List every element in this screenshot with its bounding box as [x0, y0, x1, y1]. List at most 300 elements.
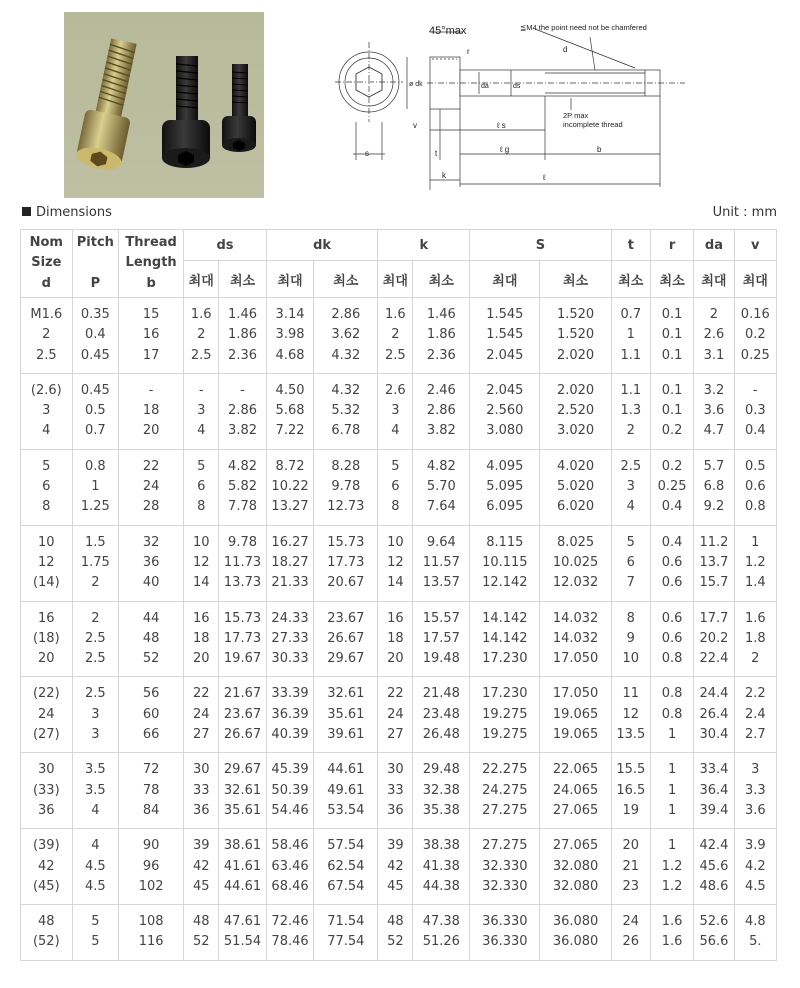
- cell-value: 32: [142, 534, 160, 550]
- cell-ds-min: [219, 373, 267, 449]
- cell-value: 4: [91, 802, 100, 818]
- cell-value: 40.39: [271, 727, 309, 743]
- cell-ds-max: [184, 829, 219, 905]
- cell-k-max: [378, 298, 413, 374]
- cell-value: 41.61: [223, 858, 262, 874]
- cell-value: 36: [38, 802, 55, 818]
- table-row: [21, 525, 777, 601]
- cell-value: 3.5: [85, 782, 106, 798]
- cell-r-min: [650, 449, 693, 525]
- cell-value: 7.22: [275, 423, 305, 439]
- cell-value: 1.2: [661, 858, 683, 874]
- header-ds-min: 최소: [219, 261, 267, 298]
- cell-value: 4.82: [426, 458, 456, 474]
- cell-value: 36.330: [482, 914, 528, 930]
- cell-value: 48: [192, 914, 210, 930]
- cell-value: 52.6: [699, 914, 729, 930]
- cell-value: 90: [142, 838, 160, 854]
- cell-value: (45): [32, 878, 60, 894]
- cell-k-max: [378, 525, 413, 601]
- cell-value: 9.78: [331, 479, 361, 495]
- cell-value: 84: [142, 802, 160, 818]
- cell-value: 0.6: [661, 554, 683, 570]
- cell-value: 1.86: [228, 327, 257, 343]
- cell-value: 11.57: [422, 554, 460, 570]
- svg-text:≦M4 the point need not be cham: ≦M4 the point need not be chamfered: [520, 23, 647, 32]
- cell-k-max: [378, 601, 413, 677]
- cell-value: 1.46: [426, 307, 456, 322]
- cell-ds-min: [219, 677, 267, 753]
- cell-value: 2.020: [556, 382, 595, 398]
- svg-text:ds: ds: [513, 83, 521, 90]
- cell-value: 1.6: [661, 914, 683, 930]
- cell-value: (2.6): [30, 382, 62, 398]
- cell-value: 2.36: [228, 347, 257, 363]
- cell-dk-max: [266, 298, 314, 374]
- cell-value: 24.33: [271, 610, 309, 626]
- cell-value: 1.5: [85, 534, 106, 550]
- cell-value: 8: [197, 499, 206, 515]
- cell-dk-max: [266, 373, 314, 449]
- cell-ds-min: [219, 449, 267, 525]
- cell-value: 2.5: [35, 347, 57, 363]
- cell-value: 0.2: [744, 327, 766, 343]
- cell-value: 42: [38, 858, 55, 874]
- header-r-min: 최소: [650, 261, 693, 298]
- cell-value: 48: [38, 914, 55, 930]
- cell-value: 18: [192, 630, 210, 646]
- cell-value: 26.67: [223, 727, 262, 743]
- cell-value: -: [148, 382, 154, 398]
- table-row: [21, 753, 777, 829]
- cell-value: 56: [142, 686, 160, 702]
- header-t-min: 최소: [611, 261, 650, 298]
- header-t: t: [611, 230, 650, 261]
- cell-value: 36.39: [271, 706, 309, 722]
- cell-value: 2.36: [426, 347, 456, 363]
- cell-value: 50.39: [271, 782, 309, 798]
- cell-value: 2: [709, 307, 719, 322]
- cell-value: (18): [32, 630, 60, 646]
- cell-value: 3.6: [744, 802, 766, 818]
- header-v-max: 최대: [734, 261, 776, 298]
- cell-p: [72, 298, 118, 374]
- cell-value: 47.61: [223, 914, 262, 930]
- cell-s-max: [470, 905, 540, 961]
- section-header: [22, 205, 777, 223]
- cell-value: 4.8: [744, 914, 766, 930]
- cell-k-max: [378, 753, 413, 829]
- header-s-min: 최소: [540, 261, 611, 298]
- cell-value: 38.38: [422, 838, 460, 854]
- cell-p: [72, 449, 118, 525]
- cell-dk-min: [314, 373, 378, 449]
- cell-dk-min: [314, 829, 378, 905]
- cell-value: 20.67: [327, 575, 365, 591]
- cell-value: 19.275: [482, 706, 528, 722]
- cell-value: 1.75: [80, 554, 110, 570]
- cell-value: 72: [142, 762, 160, 778]
- cell-value: 35.38: [422, 802, 460, 818]
- cell-value: 32.61: [223, 782, 262, 798]
- cell-value: 32.080: [552, 878, 599, 894]
- cell-value: 67.54: [327, 878, 365, 894]
- cell-ds-min: [219, 829, 267, 905]
- cell-value: 4: [197, 423, 206, 439]
- cell-value: 3.14: [275, 307, 305, 322]
- cell-value: 41.38: [422, 858, 460, 874]
- cell-v-max: [734, 449, 776, 525]
- cell-value: 38.61: [223, 838, 262, 854]
- cell-value: 24: [387, 706, 404, 722]
- cell-ds-max: [184, 525, 219, 601]
- cell-value: 4.020: [556, 458, 595, 474]
- cell-value: 6.78: [331, 423, 361, 439]
- cell-value: 0.35: [80, 307, 110, 322]
- cell-value: 21.67: [223, 686, 262, 702]
- cell-value: 14.032: [552, 610, 599, 626]
- header-da: da: [694, 230, 734, 261]
- svg-text:k: k: [442, 171, 446, 180]
- cell-value: 17: [142, 347, 160, 363]
- cell-value: 1.6: [744, 610, 766, 626]
- cell-value: 20: [38, 651, 55, 667]
- dimensions-table: [20, 229, 777, 961]
- cell-value: 27: [387, 727, 404, 743]
- cell-value: 44.61: [327, 762, 365, 778]
- header-v: v: [734, 230, 776, 261]
- cell-value: 5.: [749, 934, 762, 950]
- cell-value: 5.095: [486, 479, 524, 495]
- cell-value: 0.8: [85, 458, 106, 474]
- cell-value: 1: [626, 327, 635, 343]
- cell-value: 14: [192, 575, 210, 591]
- cell-value: 17.230: [482, 686, 528, 702]
- cell-value: 17.73: [223, 630, 262, 646]
- cell-value: 2.2: [744, 686, 766, 702]
- cell-b: [119, 829, 184, 905]
- cell-value: 1.1: [620, 347, 642, 363]
- cell-value: 48.6: [699, 878, 729, 894]
- cell-value: 66: [142, 727, 160, 743]
- cell-value: 20: [622, 838, 640, 854]
- table-row: [21, 449, 777, 525]
- cell-da-max: [694, 373, 734, 449]
- cell-value: 63.46: [271, 858, 309, 874]
- cell-value: 54.46: [271, 802, 309, 818]
- cell-value: 33.4: [699, 762, 729, 778]
- cell-value: 0.4: [744, 423, 766, 439]
- cell-value: 116: [138, 934, 164, 950]
- cell-ds-min: [219, 525, 267, 601]
- cell-s-min: [540, 905, 611, 961]
- cell-value: 44.38: [422, 878, 460, 894]
- table-row: [21, 601, 777, 677]
- cell-value: 3.5: [85, 762, 106, 778]
- cell-value: 16.27: [271, 534, 309, 550]
- cell-value: 22: [387, 686, 404, 702]
- cell-value: 1.25: [80, 499, 110, 515]
- cell-k-min: [413, 298, 470, 374]
- cell-value: 21: [622, 858, 640, 874]
- cell-da-max: [694, 677, 734, 753]
- cell-dk-max: [266, 601, 314, 677]
- cell-value: 2.560: [486, 403, 524, 419]
- cell-value: 1.545: [486, 307, 524, 322]
- cell-dk-max: [266, 753, 314, 829]
- cell-value: 16: [38, 610, 55, 626]
- cell-value: 71.54: [327, 914, 365, 930]
- cell-da-max: [694, 298, 734, 374]
- cell-value: 36.330: [482, 934, 528, 950]
- cell-value: 3: [197, 403, 206, 419]
- svg-text:ℓ g: ℓ g: [500, 145, 510, 154]
- cell-value: 2.045: [486, 347, 524, 363]
- cell-k-min: [413, 601, 470, 677]
- cell-value: 12: [192, 554, 210, 570]
- cell-value: 1.520: [556, 307, 595, 322]
- cell-value: 40: [142, 575, 160, 591]
- cell-k-min: [413, 829, 470, 905]
- cell-value: 10: [622, 651, 640, 667]
- cell-p: [72, 905, 118, 961]
- cell-value: 3: [751, 762, 760, 778]
- cell-k-min: [413, 449, 470, 525]
- cell-value: 14.142: [482, 630, 528, 646]
- cell-value: 6: [42, 479, 51, 495]
- cell-value: 1.3: [620, 403, 642, 419]
- cell-nom: [21, 298, 73, 374]
- cell-value: 15: [142, 307, 160, 322]
- cell-value: 5: [42, 458, 51, 474]
- cell-ds-max: [184, 373, 219, 449]
- cell-v-max: [734, 829, 776, 905]
- header-thread-length: Thread Length b: [119, 230, 184, 298]
- cell-v-max: [734, 677, 776, 753]
- cell-value: 16: [387, 610, 404, 626]
- cell-value: (33): [32, 782, 60, 798]
- cell-value: 15.73: [327, 534, 365, 550]
- cell-value: 4.5: [85, 858, 106, 874]
- cell-value: 0.1: [661, 307, 683, 322]
- cell-value: 20.2: [699, 630, 729, 646]
- cell-value: 13.73: [223, 575, 262, 591]
- cell-ds-max: [184, 298, 219, 374]
- cell-value: 27.33: [271, 630, 309, 646]
- cell-v-max: [734, 298, 776, 374]
- cell-value: 8: [391, 499, 400, 515]
- cell-dk-min: [314, 677, 378, 753]
- cell-value: 4.5: [85, 878, 106, 894]
- cell-value: 5.82: [228, 479, 257, 495]
- cell-value: 108: [138, 914, 164, 930]
- cell-value: 0.7: [620, 307, 642, 322]
- cell-s-max: [470, 753, 540, 829]
- cell-da-max: [694, 753, 734, 829]
- cell-value: (52): [32, 934, 60, 950]
- cell-t-min: [611, 829, 650, 905]
- cell-value: 6.8: [703, 479, 725, 495]
- cell-value: 4.2: [744, 858, 766, 874]
- cell-value: 49.61: [327, 782, 365, 798]
- cell-ds-min: [219, 601, 267, 677]
- cell-value: 78: [142, 782, 160, 798]
- cell-value: M1.6: [30, 307, 63, 322]
- cell-value: 24.275: [482, 782, 528, 798]
- cell-value: 47.38: [422, 914, 460, 930]
- cell-value: 11: [622, 686, 640, 702]
- cell-s-max: [470, 601, 540, 677]
- cell-value: 12: [622, 706, 640, 722]
- cell-value: 0.1: [661, 347, 683, 363]
- cell-value: 16: [142, 327, 160, 343]
- cell-value: 39: [387, 838, 404, 854]
- cell-value: 19.67: [223, 651, 262, 667]
- cell-value: 1: [667, 782, 677, 798]
- header-r: r: [650, 230, 693, 261]
- cell-nom: [21, 905, 73, 961]
- svg-text:d: d: [563, 45, 568, 54]
- cell-b: [119, 905, 184, 961]
- cell-value: 2.6: [385, 382, 406, 398]
- cell-value: 32.38: [422, 782, 460, 798]
- svg-text:incomplete thread: incomplete thread: [563, 120, 623, 129]
- cell-value: 10.025: [552, 554, 599, 570]
- cell-nom: [21, 753, 73, 829]
- cell-value: 2.6: [703, 327, 725, 343]
- cell-value: 17.050: [552, 686, 599, 702]
- cell-value: 22.275: [482, 762, 528, 778]
- cell-value: 17.73: [327, 554, 365, 570]
- cell-value: 30.4: [699, 727, 729, 743]
- cell-value: 52: [142, 651, 160, 667]
- cell-value: 5.32: [331, 403, 361, 419]
- cell-value: 5.68: [275, 403, 305, 419]
- cell-k-max: [378, 373, 413, 449]
- cell-value: 19: [622, 802, 640, 818]
- cell-value: 2.5: [85, 651, 106, 667]
- cell-value: 5.70: [426, 479, 456, 495]
- cell-value: 36.080: [552, 934, 599, 950]
- cell-value: 13.7: [699, 554, 729, 570]
- cell-s-max: [470, 677, 540, 753]
- cell-value: 1.2: [744, 554, 766, 570]
- cell-value: 33.39: [271, 686, 309, 702]
- cell-k-max: [378, 905, 413, 961]
- cell-value: 17.230: [482, 651, 528, 667]
- cell-dk-min: [314, 449, 378, 525]
- cell-value: 58.46: [271, 838, 309, 854]
- cell-value: 36: [192, 802, 210, 818]
- cell-value: 8: [42, 499, 51, 515]
- cell-s-min: [540, 525, 611, 601]
- cell-value: 1.520: [556, 327, 595, 343]
- cell-value: 33: [387, 782, 404, 798]
- cell-ds-max: [184, 753, 219, 829]
- cell-value: 12: [38, 554, 55, 570]
- cell-s-max: [470, 525, 540, 601]
- cell-value: 15.5: [616, 762, 646, 778]
- cell-value: (14): [32, 575, 60, 591]
- cell-p: [72, 373, 118, 449]
- cell-value: -: [240, 382, 245, 398]
- cell-dk-min: [314, 753, 378, 829]
- cell-value: 60: [142, 706, 160, 722]
- cell-value: 8.025: [556, 534, 595, 550]
- cell-value: 18: [142, 403, 160, 419]
- cell-value: 45.6: [699, 858, 729, 874]
- cell-value: 39: [192, 838, 210, 854]
- cell-value: 4.7: [703, 423, 725, 439]
- cell-value: 39.4: [699, 802, 729, 818]
- cell-s-min: [540, 829, 611, 905]
- cell-value: 29.48: [422, 762, 460, 778]
- cell-value: 9.64: [426, 534, 456, 550]
- cell-p: [72, 677, 118, 753]
- cell-value: 27.275: [482, 838, 528, 854]
- cell-value: 19.065: [552, 706, 599, 722]
- table-row: [21, 373, 777, 449]
- cell-r-min: [650, 829, 693, 905]
- cell-value: 8.28: [331, 458, 361, 474]
- cell-nom: [21, 373, 73, 449]
- cell-p: [72, 601, 118, 677]
- cell-p: [72, 829, 118, 905]
- cell-value: 14: [387, 575, 404, 591]
- cell-value: 0.6: [661, 630, 683, 646]
- dimensions-table-body: [21, 298, 777, 961]
- cell-value: 3.9: [744, 838, 766, 854]
- cell-value: 35.61: [327, 706, 365, 722]
- cell-r-min: [650, 525, 693, 601]
- cell-value: 2: [391, 327, 400, 343]
- cell-value: 3.3: [744, 782, 766, 798]
- cell-value: 4: [42, 423, 51, 439]
- cell-dk-min: [314, 525, 378, 601]
- cell-dk-min: [314, 905, 378, 961]
- cell-value: 1.46: [228, 307, 257, 322]
- cell-value: 1: [667, 838, 677, 854]
- cell-value: 0.1: [661, 327, 683, 343]
- cell-value: 5: [391, 458, 400, 474]
- cell-s-min: [540, 677, 611, 753]
- cell-value: 45: [387, 878, 404, 894]
- cell-value: 96: [142, 858, 160, 874]
- cell-value: -: [198, 382, 204, 398]
- cell-dk-max: [266, 829, 314, 905]
- cell-nom: [21, 449, 73, 525]
- svg-text:r: r: [467, 47, 470, 56]
- cell-value: 17.7: [699, 610, 729, 626]
- cell-value: 2.020: [556, 347, 595, 363]
- cell-value: 22.4: [699, 651, 729, 667]
- cell-value: 42.4: [699, 838, 729, 854]
- cell-value: 30.33: [271, 651, 309, 667]
- cell-value: 15.73: [223, 610, 262, 626]
- cell-value: 6: [391, 479, 400, 495]
- cell-dk-min: [314, 298, 378, 374]
- cell-t-min: [611, 525, 650, 601]
- cell-value: 45.39: [271, 762, 309, 778]
- cell-value: 0.45: [80, 347, 110, 363]
- cell-value: 35.61: [223, 802, 262, 818]
- cell-s-min: [540, 298, 611, 374]
- cell-value: 3.62: [331, 327, 361, 343]
- cell-value: 2.4: [744, 706, 766, 722]
- table-row: [21, 677, 777, 753]
- cell-value: 2.86: [228, 403, 257, 419]
- cell-k-min: [413, 905, 470, 961]
